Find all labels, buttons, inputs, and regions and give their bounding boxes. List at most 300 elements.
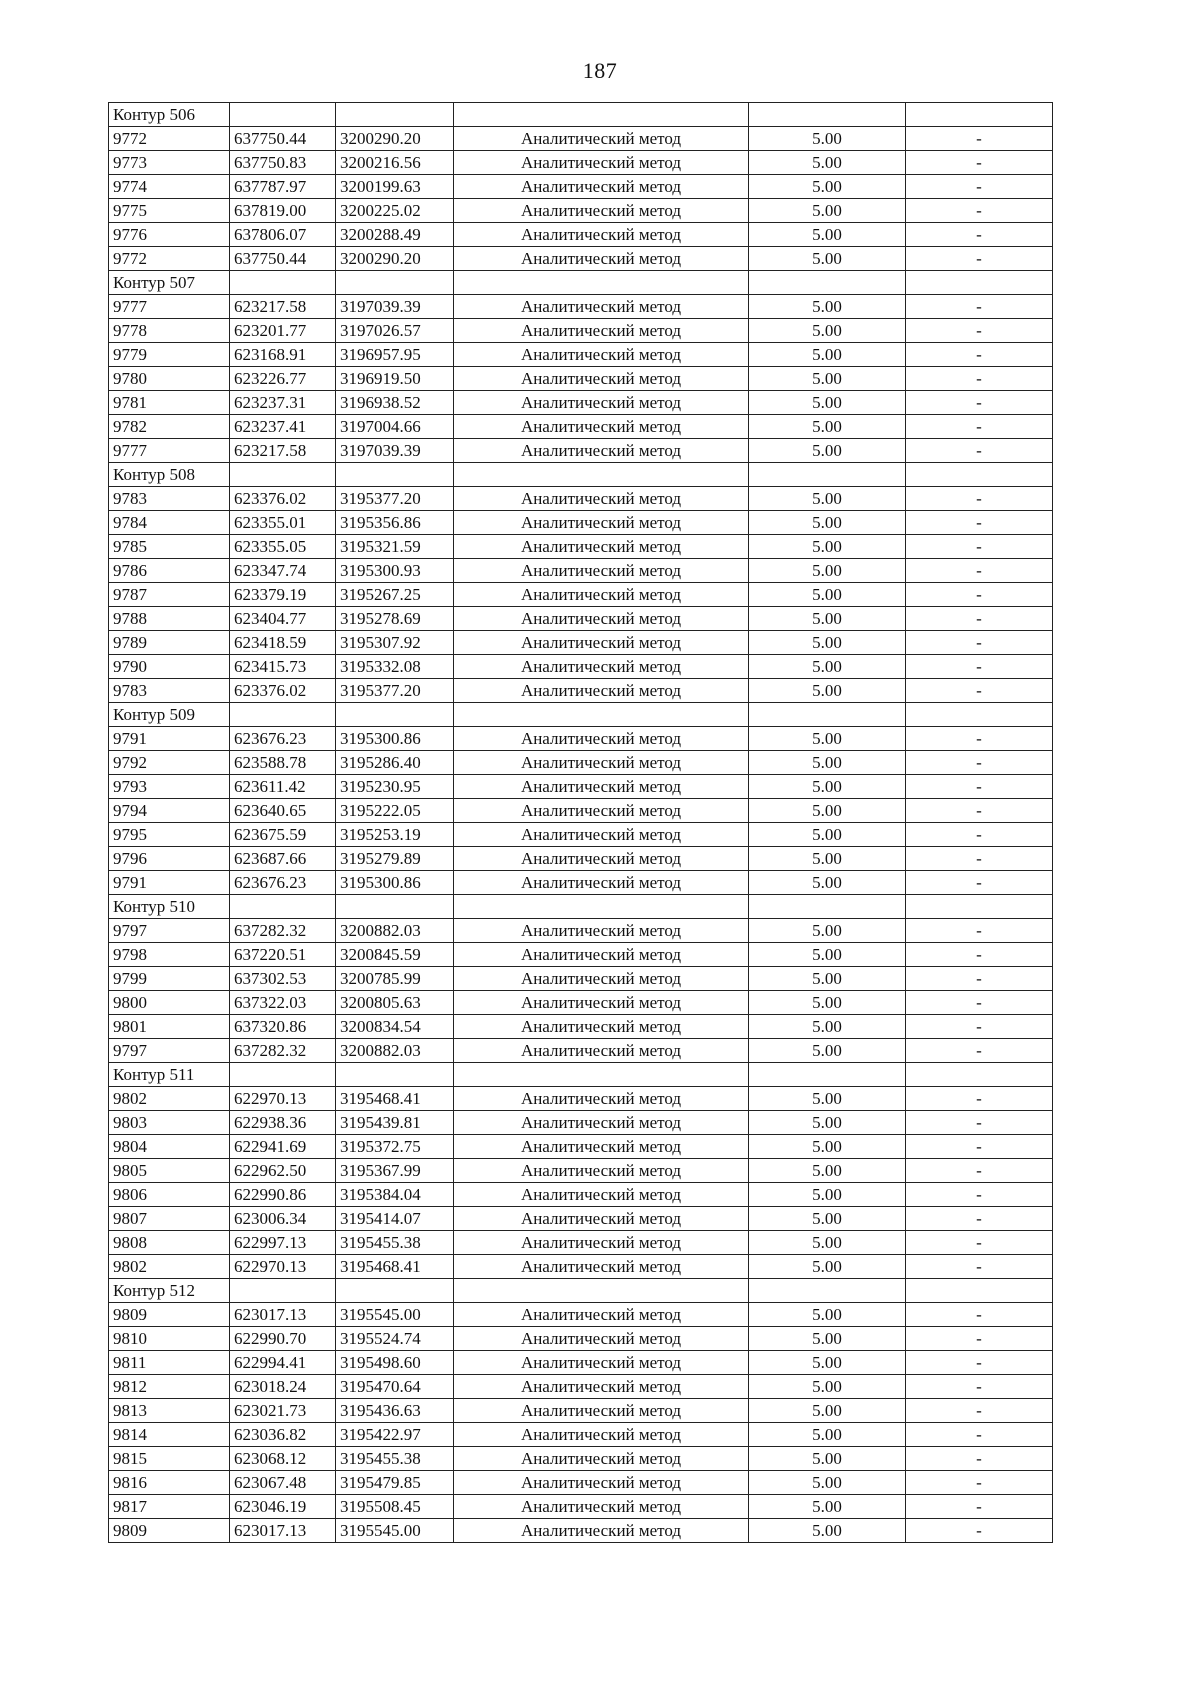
x-coordinate-cell: 623379.19: [230, 583, 336, 607]
method-cell: Аналитический метод: [454, 1375, 749, 1399]
empty-cell: [336, 895, 454, 919]
note-cell: -: [906, 127, 1053, 151]
table-row: [109, 1447, 1053, 1471]
method-cell: Аналитический метод: [454, 1015, 749, 1039]
x-coordinate-cell: 623404.77: [230, 607, 336, 631]
y-coordinate-cell: 3195508.45: [336, 1495, 454, 1519]
table-row: [109, 655, 1053, 679]
method-cell: Аналитический метод: [454, 151, 749, 175]
note-cell: -: [906, 1231, 1053, 1255]
y-coordinate-cell: 3195470.64: [336, 1375, 454, 1399]
accuracy-cell: 5.00: [749, 679, 906, 703]
accuracy-cell: 5.00: [749, 1135, 906, 1159]
x-coordinate-cell: 623018.24: [230, 1375, 336, 1399]
accuracy-cell: 5.00: [749, 1015, 906, 1039]
y-coordinate-cell: 3195300.93: [336, 559, 454, 583]
table-row: [109, 1471, 1053, 1495]
point-number-cell: 9812: [109, 1375, 230, 1399]
x-coordinate-cell: 623017.13: [230, 1519, 336, 1543]
method-cell: Аналитический метод: [454, 1351, 749, 1375]
x-coordinate-cell: 623347.74: [230, 559, 336, 583]
point-number-cell: 9794: [109, 799, 230, 823]
y-coordinate-cell: 3195455.38: [336, 1231, 454, 1255]
empty-cell: [336, 1063, 454, 1087]
method-cell: Аналитический метод: [454, 991, 749, 1015]
method-cell: Аналитический метод: [454, 1135, 749, 1159]
accuracy-cell: 5.00: [749, 919, 906, 943]
x-coordinate-cell: 623036.82: [230, 1423, 336, 1447]
table-row: [109, 1159, 1053, 1183]
point-number-cell: 9813: [109, 1399, 230, 1423]
method-cell: Аналитический метод: [454, 679, 749, 703]
method-cell: Аналитический метод: [454, 1159, 749, 1183]
method-cell: Аналитический метод: [454, 799, 749, 823]
y-coordinate-cell: 3195422.97: [336, 1423, 454, 1447]
note-cell: -: [906, 1495, 1053, 1519]
note-cell: -: [906, 1327, 1053, 1351]
point-number-cell: 9816: [109, 1471, 230, 1495]
note-cell: -: [906, 343, 1053, 367]
empty-cell: [336, 1279, 454, 1303]
accuracy-cell: 5.00: [749, 559, 906, 583]
table-row: [109, 535, 1053, 559]
empty-cell: [336, 703, 454, 727]
table-row: [109, 559, 1053, 583]
y-coordinate-cell: 3195356.86: [336, 511, 454, 535]
table-row: [109, 1087, 1053, 1111]
x-coordinate-cell: 623675.59: [230, 823, 336, 847]
accuracy-cell: 5.00: [749, 343, 906, 367]
table-row: [109, 1015, 1053, 1039]
point-number-cell: 9810: [109, 1327, 230, 1351]
accuracy-cell: 5.00: [749, 1111, 906, 1135]
contour-header-row: [109, 895, 1053, 919]
note-cell: -: [906, 679, 1053, 703]
y-coordinate-cell: 3195414.07: [336, 1207, 454, 1231]
table-row: [109, 1255, 1053, 1279]
table-row: [109, 1399, 1053, 1423]
method-cell: Аналитический метод: [454, 199, 749, 223]
empty-cell: [906, 1279, 1053, 1303]
note-cell: -: [906, 1303, 1053, 1327]
accuracy-cell: 5.00: [749, 127, 906, 151]
point-number-cell: 9783: [109, 487, 230, 511]
accuracy-cell: 5.00: [749, 439, 906, 463]
note-cell: -: [906, 583, 1053, 607]
point-number-cell: 9808: [109, 1231, 230, 1255]
y-coordinate-cell: 3195439.81: [336, 1111, 454, 1135]
table-row: [109, 799, 1053, 823]
method-cell: Аналитический метод: [454, 1399, 749, 1423]
note-cell: -: [906, 1375, 1053, 1399]
empty-cell: [749, 1279, 906, 1303]
method-cell: Аналитический метод: [454, 391, 749, 415]
method-cell: Аналитический метод: [454, 319, 749, 343]
empty-cell: [230, 703, 336, 727]
table-row: [109, 1183, 1053, 1207]
point-number-cell: 9814: [109, 1423, 230, 1447]
accuracy-cell: 5.00: [749, 1303, 906, 1327]
table-row: [109, 1111, 1053, 1135]
table-row: [109, 1375, 1053, 1399]
y-coordinate-cell: 3200845.59: [336, 943, 454, 967]
note-cell: -: [906, 919, 1053, 943]
empty-cell: [454, 271, 749, 295]
x-coordinate-cell: 637322.03: [230, 991, 336, 1015]
note-cell: -: [906, 1207, 1053, 1231]
contour-header-row: [109, 463, 1053, 487]
y-coordinate-cell: 3200882.03: [336, 1039, 454, 1063]
y-coordinate-cell: 3195307.92: [336, 631, 454, 655]
empty-cell: [749, 103, 906, 127]
y-coordinate-cell: 3196938.52: [336, 391, 454, 415]
accuracy-cell: 5.00: [749, 727, 906, 751]
accuracy-cell: 5.00: [749, 1255, 906, 1279]
note-cell: -: [906, 607, 1053, 631]
point-number-cell: 9781: [109, 391, 230, 415]
y-coordinate-cell: 3200225.02: [336, 199, 454, 223]
method-cell: Аналитический метод: [454, 775, 749, 799]
point-number-cell: 9775: [109, 199, 230, 223]
note-cell: -: [906, 1135, 1053, 1159]
x-coordinate-cell: 623237.31: [230, 391, 336, 415]
accuracy-cell: 5.00: [749, 1399, 906, 1423]
empty-cell: [336, 463, 454, 487]
table-row: [109, 871, 1053, 895]
empty-cell: [906, 895, 1053, 919]
y-coordinate-cell: 3197004.66: [336, 415, 454, 439]
method-cell: Аналитический метод: [454, 511, 749, 535]
table-row: [109, 1519, 1053, 1543]
y-coordinate-cell: 3195267.25: [336, 583, 454, 607]
x-coordinate-cell: 623017.13: [230, 1303, 336, 1327]
y-coordinate-cell: 3195286.40: [336, 751, 454, 775]
note-cell: -: [906, 1447, 1053, 1471]
method-cell: Аналитический метод: [454, 559, 749, 583]
accuracy-cell: 5.00: [749, 535, 906, 559]
accuracy-cell: 5.00: [749, 655, 906, 679]
method-cell: Аналитический метод: [454, 1423, 749, 1447]
point-number-cell: 9790: [109, 655, 230, 679]
y-coordinate-cell: 3195377.20: [336, 487, 454, 511]
x-coordinate-cell: 623676.23: [230, 727, 336, 751]
point-number-cell: 9817: [109, 1495, 230, 1519]
accuracy-cell: 5.00: [749, 607, 906, 631]
accuracy-cell: 5.00: [749, 751, 906, 775]
point-number-cell: 9815: [109, 1447, 230, 1471]
x-coordinate-cell: 623021.73: [230, 1399, 336, 1423]
note-cell: -: [906, 775, 1053, 799]
accuracy-cell: 5.00: [749, 1087, 906, 1111]
note-cell: -: [906, 1039, 1053, 1063]
x-coordinate-cell: 623237.41: [230, 415, 336, 439]
empty-cell: [749, 895, 906, 919]
method-cell: Аналитический метод: [454, 1303, 749, 1327]
accuracy-cell: 5.00: [749, 1447, 906, 1471]
note-cell: -: [906, 823, 1053, 847]
empty-cell: [906, 103, 1053, 127]
method-cell: Аналитический метод: [454, 295, 749, 319]
point-number-cell: 9782: [109, 415, 230, 439]
x-coordinate-cell: 637302.53: [230, 967, 336, 991]
table-row: [109, 151, 1053, 175]
method-cell: Аналитический метод: [454, 223, 749, 247]
table-row: [109, 607, 1053, 631]
x-coordinate-cell: 623168.91: [230, 343, 336, 367]
method-cell: Аналитический метод: [454, 1207, 749, 1231]
accuracy-cell: 5.00: [749, 223, 906, 247]
method-cell: Аналитический метод: [454, 1255, 749, 1279]
method-cell: Аналитический метод: [454, 1231, 749, 1255]
point-number-cell: 9802: [109, 1255, 230, 1279]
empty-cell: [230, 463, 336, 487]
note-cell: -: [906, 1519, 1053, 1543]
empty-cell: [454, 1063, 749, 1087]
y-coordinate-cell: 3195468.41: [336, 1255, 454, 1279]
accuracy-cell: 5.00: [749, 1375, 906, 1399]
note-cell: -: [906, 1399, 1053, 1423]
x-coordinate-cell: 637282.32: [230, 919, 336, 943]
x-coordinate-cell: 622941.69: [230, 1135, 336, 1159]
point-number-cell: 9800: [109, 991, 230, 1015]
method-cell: Аналитический метод: [454, 631, 749, 655]
table-row: [109, 199, 1053, 223]
accuracy-cell: 5.00: [749, 1351, 906, 1375]
method-cell: Аналитический метод: [454, 967, 749, 991]
accuracy-cell: 5.00: [749, 391, 906, 415]
method-cell: Аналитический метод: [454, 727, 749, 751]
note-cell: -: [906, 439, 1053, 463]
y-coordinate-cell: 3195468.41: [336, 1087, 454, 1111]
accuracy-cell: 5.00: [749, 1183, 906, 1207]
accuracy-cell: 5.00: [749, 631, 906, 655]
note-cell: -: [906, 1423, 1053, 1447]
method-cell: Аналитический метод: [454, 415, 749, 439]
table-row: [109, 631, 1053, 655]
y-coordinate-cell: 3197039.39: [336, 295, 454, 319]
method-cell: Аналитический метод: [454, 343, 749, 367]
table-row: [109, 583, 1053, 607]
note-cell: -: [906, 655, 1053, 679]
point-number-cell: 9798: [109, 943, 230, 967]
note-cell: -: [906, 559, 1053, 583]
method-cell: Аналитический метод: [454, 1471, 749, 1495]
accuracy-cell: 5.00: [749, 799, 906, 823]
note-cell: -: [906, 487, 1053, 511]
x-coordinate-cell: 637750.44: [230, 247, 336, 271]
empty-cell: [749, 703, 906, 727]
x-coordinate-cell: 623588.78: [230, 751, 336, 775]
y-coordinate-cell: 3196919.50: [336, 367, 454, 391]
point-number-cell: 9807: [109, 1207, 230, 1231]
method-cell: Аналитический метод: [454, 655, 749, 679]
table-row: [109, 679, 1053, 703]
point-number-cell: 9786: [109, 559, 230, 583]
note-cell: -: [906, 535, 1053, 559]
point-number-cell: 9797: [109, 919, 230, 943]
contour-header-row: [109, 703, 1053, 727]
y-coordinate-cell: 3195279.89: [336, 847, 454, 871]
y-coordinate-cell: 3200834.54: [336, 1015, 454, 1039]
point-number-cell: 9780: [109, 367, 230, 391]
y-coordinate-cell: 3195253.19: [336, 823, 454, 847]
point-number-cell: 9805: [109, 1159, 230, 1183]
point-number-cell: 9772: [109, 247, 230, 271]
table-row: [109, 367, 1053, 391]
point-number-cell: 9784: [109, 511, 230, 535]
point-number-cell: 9793: [109, 775, 230, 799]
point-number-cell: 9783: [109, 679, 230, 703]
accuracy-cell: 5.00: [749, 415, 906, 439]
method-cell: Аналитический метод: [454, 1111, 749, 1135]
y-coordinate-cell: 3195436.63: [336, 1399, 454, 1423]
point-number-cell: 9806: [109, 1183, 230, 1207]
point-number-cell: 9795: [109, 823, 230, 847]
note-cell: -: [906, 871, 1053, 895]
point-number-cell: 9785: [109, 535, 230, 559]
y-coordinate-cell: 3200290.20: [336, 127, 454, 151]
note-cell: -: [906, 751, 1053, 775]
method-cell: Аналитический метод: [454, 607, 749, 631]
y-coordinate-cell: 3195479.85: [336, 1471, 454, 1495]
y-coordinate-cell: 3195222.05: [336, 799, 454, 823]
x-coordinate-cell: 623355.05: [230, 535, 336, 559]
note-cell: -: [906, 1159, 1053, 1183]
table-row: [109, 1135, 1053, 1159]
x-coordinate-cell: 637282.32: [230, 1039, 336, 1063]
table-row: [109, 511, 1053, 535]
note-cell: -: [906, 847, 1053, 871]
empty-cell: [454, 703, 749, 727]
method-cell: Аналитический метод: [454, 367, 749, 391]
table-row: [109, 919, 1053, 943]
point-number-cell: 9802: [109, 1087, 230, 1111]
note-cell: -: [906, 295, 1053, 319]
empty-cell: [230, 271, 336, 295]
accuracy-cell: 5.00: [749, 1159, 906, 1183]
note-cell: -: [906, 151, 1053, 175]
y-coordinate-cell: 3200199.63: [336, 175, 454, 199]
accuracy-cell: 5.00: [749, 247, 906, 271]
point-number-cell: 9789: [109, 631, 230, 655]
accuracy-cell: 5.00: [749, 511, 906, 535]
point-number-cell: 9774: [109, 175, 230, 199]
note-cell: -: [906, 367, 1053, 391]
coordinates-table: [108, 102, 1053, 1543]
note-cell: -: [906, 247, 1053, 271]
x-coordinate-cell: 622970.13: [230, 1087, 336, 1111]
note-cell: -: [906, 1111, 1053, 1135]
point-number-cell: 9779: [109, 343, 230, 367]
method-cell: Аналитический метод: [454, 1495, 749, 1519]
table-row: [109, 1231, 1053, 1255]
accuracy-cell: 5.00: [749, 1471, 906, 1495]
accuracy-cell: 5.00: [749, 1519, 906, 1543]
y-coordinate-cell: 3200785.99: [336, 967, 454, 991]
point-number-cell: 9778: [109, 319, 230, 343]
y-coordinate-cell: 3195455.38: [336, 1447, 454, 1471]
point-number-cell: 9791: [109, 871, 230, 895]
y-coordinate-cell: 3195524.74: [336, 1327, 454, 1351]
method-cell: Аналитический метод: [454, 175, 749, 199]
note-cell: -: [906, 319, 1053, 343]
point-number-cell: 9791: [109, 727, 230, 751]
empty-cell: [230, 103, 336, 127]
note-cell: -: [906, 631, 1053, 655]
empty-cell: [336, 271, 454, 295]
y-coordinate-cell: 3200882.03: [336, 919, 454, 943]
y-coordinate-cell: 3195367.99: [336, 1159, 454, 1183]
note-cell: -: [906, 727, 1053, 751]
contour-header-row: [109, 271, 1053, 295]
note-cell: -: [906, 199, 1053, 223]
table-row: [109, 1327, 1053, 1351]
point-number-cell: 9811: [109, 1351, 230, 1375]
empty-cell: [454, 103, 749, 127]
table-row: [109, 343, 1053, 367]
table-row: [109, 1495, 1053, 1519]
contour-label: Контур 507: [109, 271, 230, 295]
x-coordinate-cell: 637220.51: [230, 943, 336, 967]
table-row: [109, 1303, 1053, 1327]
note-cell: -: [906, 943, 1053, 967]
empty-cell: [906, 271, 1053, 295]
accuracy-cell: 5.00: [749, 199, 906, 223]
x-coordinate-cell: 623676.23: [230, 871, 336, 895]
point-number-cell: 9777: [109, 439, 230, 463]
accuracy-cell: 5.00: [749, 967, 906, 991]
x-coordinate-cell: 623640.65: [230, 799, 336, 823]
table-row: [109, 1351, 1053, 1375]
x-coordinate-cell: 622997.13: [230, 1231, 336, 1255]
method-cell: Аналитический метод: [454, 583, 749, 607]
point-number-cell: 9809: [109, 1303, 230, 1327]
y-coordinate-cell: 3195545.00: [336, 1303, 454, 1327]
method-cell: Аналитический метод: [454, 1519, 749, 1543]
contour-label: Контур 506: [109, 103, 230, 127]
empty-cell: [749, 271, 906, 295]
coordinates-table-body: [109, 103, 1053, 1543]
table-row: [109, 439, 1053, 463]
x-coordinate-cell: 637750.83: [230, 151, 336, 175]
x-coordinate-cell: 623355.01: [230, 511, 336, 535]
method-cell: Аналитический метод: [454, 535, 749, 559]
table-row: [109, 943, 1053, 967]
contour-label: Контур 512: [109, 1279, 230, 1303]
point-number-cell: 9773: [109, 151, 230, 175]
x-coordinate-cell: 623418.59: [230, 631, 336, 655]
note-cell: -: [906, 967, 1053, 991]
empty-cell: [454, 895, 749, 919]
x-coordinate-cell: 623201.77: [230, 319, 336, 343]
accuracy-cell: 5.00: [749, 151, 906, 175]
x-coordinate-cell: 623006.34: [230, 1207, 336, 1231]
table-row: [109, 967, 1053, 991]
accuracy-cell: 5.00: [749, 823, 906, 847]
table-row: [109, 823, 1053, 847]
accuracy-cell: 5.00: [749, 991, 906, 1015]
accuracy-cell: 5.00: [749, 319, 906, 343]
x-coordinate-cell: 623067.48: [230, 1471, 336, 1495]
method-cell: Аналитический метод: [454, 127, 749, 151]
empty-cell: [230, 1063, 336, 1087]
accuracy-cell: 5.00: [749, 1039, 906, 1063]
empty-cell: [230, 1279, 336, 1303]
method-cell: Аналитический метод: [454, 1183, 749, 1207]
table-row: [109, 1039, 1053, 1063]
accuracy-cell: 5.00: [749, 367, 906, 391]
x-coordinate-cell: 622990.86: [230, 1183, 336, 1207]
